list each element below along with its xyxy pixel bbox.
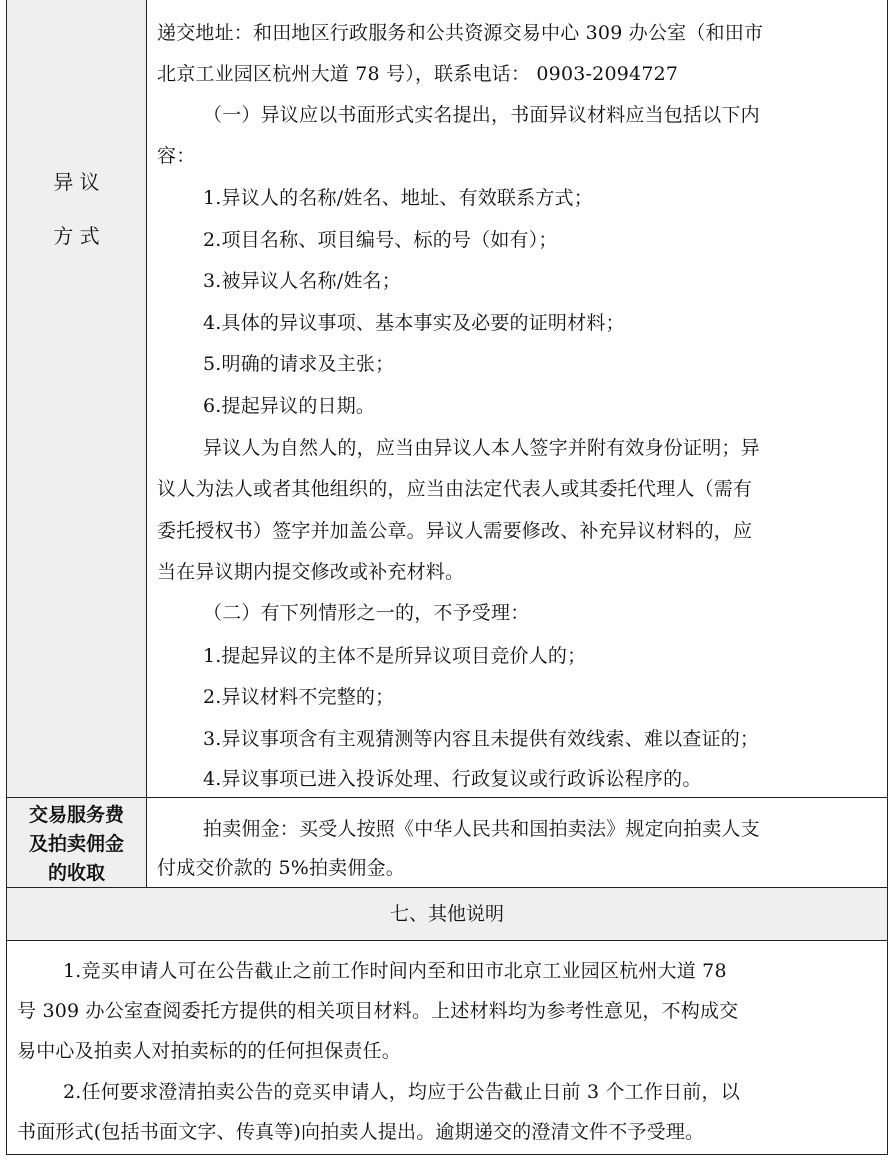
objection-text-line: 3.被异议人名称/姓名； <box>203 270 401 292</box>
document-table <box>6 0 888 1155</box>
other-text-line: 2.任何要求澄清拍卖公告的竞买申请人，均应于公告截止日前 3 个工作日前，以 <box>63 1081 740 1103</box>
objection-label-line1: 异 议 <box>53 170 100 194</box>
objection-text-line: 北京工业园区杭州大道 78 号），联系电话： 0903-2094727 <box>157 63 679 85</box>
objection-text-line: 2.项目名称、项目编号、标的号（如有）； <box>203 229 558 251</box>
objection-text-line: 5.明确的请求及主张； <box>203 353 395 375</box>
objection-text-line: 委托授权书）签字并加盖公章。异议人需要修改、补充异议材料的，应 <box>157 520 753 542</box>
objection-text-line: 当在异议期内提交修改或补充材料。 <box>157 561 465 583</box>
objection-text-line: 2.异议材料不完整的； <box>203 686 395 708</box>
other-text-line: 1.竞买申请人可在公告截止之前工作时间内至和田市北京工业园区杭州大道 78 <box>63 960 727 982</box>
objection-label-line2: 方 式 <box>53 224 100 248</box>
objection-text-line: 6.提起异议的日期。 <box>203 395 376 417</box>
objection-text-line: 议人为法人或者其他组织的，应当由法定代表人或其委托代理人（需有 <box>157 478 753 500</box>
objection-text-line: 3.异议事项含有主观猜测等内容且未提供有效线索、难以查证的； <box>203 728 760 750</box>
other-text-line: 书面形式(包括书面文字、传真等)向拍卖人提出。逾期递交的澄清文件不予受理。 <box>17 1121 705 1143</box>
objection-text-line: 4.异议事项已进入投诉处理、行政复议或行政诉讼程序的。 <box>203 768 702 790</box>
fee-label-line2: 及拍卖佣金 <box>28 833 124 855</box>
other-text-line: 易中心及拍卖人对拍卖标的的任何担保责任。 <box>17 1040 402 1062</box>
fee-label-line1: 交易服务费 <box>28 804 124 826</box>
objection-text-line: 异议人为自然人的，应当由异议人本人签字并附有效身份证明；异 <box>203 437 760 459</box>
other-text-line: 号 309 办公室查阅委托方提供的相关项目材料。上述材料均为参考性意见，不构成交 <box>17 1000 739 1022</box>
section-title: 七、其他说明 <box>389 903 504 925</box>
objection-text-line: 4.具体的异议事项、基本事实及必要的证明材料； <box>203 312 625 334</box>
fee-text-line: 拍卖佣金：买受人按照《中华人民共和国拍卖法》规定向拍卖人支 <box>203 818 760 840</box>
objection-text-line: 容： <box>157 145 196 167</box>
fee-label-line3: 的收取 <box>47 862 105 884</box>
objection-label-cell <box>7 0 146 797</box>
objection-text-line: 1.异议人的名称/姓名、地址、有效联系方式； <box>203 187 593 209</box>
fee-text-line: 付成交价款的 5%拍卖佣金。 <box>157 857 405 879</box>
objection-text-line: 递交地址：和田地区行政服务和公共资源交易中心 309 办公室（和田市 <box>157 22 764 44</box>
objection-text-line: 1.提起异议的主体不是所异议项目竞价人的； <box>203 645 587 667</box>
objection-text-line: （二）有下列情形之一的，不予受理： <box>203 602 530 624</box>
objection-text-line: （一）异议应以书面形式实名提出，书面异议材料应当包括以下内 <box>203 104 760 126</box>
